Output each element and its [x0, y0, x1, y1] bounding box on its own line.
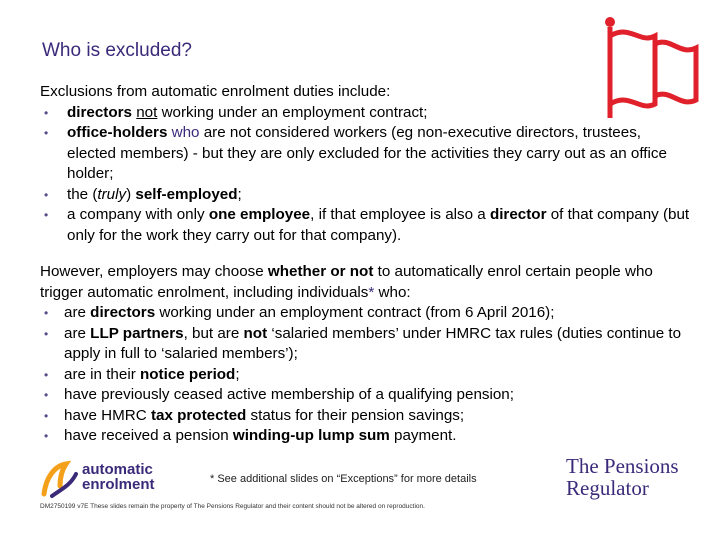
bullet-icon: •: [44, 408, 49, 423]
list-item: • are in their notice period;: [40, 365, 690, 386]
however-text: However, employers may choose whether or not to automatically enrol certain people who trigger automatic enrolment, including individuals* who:: [40, 263, 653, 301]
slide-title: Who is excluded?: [42, 40, 192, 61]
list-item: • the (truly) self-employed;: [40, 185, 690, 206]
automatic-enrolment-wordmark: automatic enrolment: [82, 461, 155, 493]
list-item: • a company with only one employee, if that employee is also a director of that company (but only for the work they carry out for that company).: [44, 206, 690, 244]
bullet-icon: •: [44, 429, 49, 443]
bullet-icon: •: [44, 105, 49, 120]
list-item: • directors not working under an employment contract;: [40, 103, 690, 124]
intro-text: Exclusions from automatic enrolment duties include:: [40, 83, 391, 100]
bullet-icon: •: [44, 187, 49, 202]
footnote: * See additional slides on “Exceptions” for more details: [210, 473, 477, 485]
bullet-icon: •: [44, 388, 49, 402]
list-item: • are directors working under an employment contract (from 6 April 2016);: [40, 303, 690, 324]
bullet-icon: •: [44, 367, 49, 382]
choices-list: [40, 303, 690, 447]
slide-body: [40, 82, 690, 447]
list-item: • have previously ceased active membership of a qualifying pension;: [40, 385, 690, 406]
exclusions-list: [40, 103, 690, 247]
list-item: • office-holders who are not considered workers (eg non-executive directors, trustees, elected members) - but they are only excluded for the activities they carry out as an office holder;: [44, 124, 667, 182]
bullet-icon: •: [44, 306, 49, 320]
list-item: • have HMRC tax protected status for their pension savings;: [40, 406, 690, 427]
pensions-regulator-logo: The Pensions Regulator: [566, 454, 679, 500]
bullet-icon: •: [44, 326, 49, 341]
list-item: • are LLP partners, but are not ‘salaried members’ under HMRC tax rules (duties continue to apply in full to ‘salaried members’);: [44, 324, 682, 362]
bullet-icon: •: [44, 208, 49, 222]
copyright-notice: DM2750199 v7E These slides remain the property of The Pensions Regulator and their content should not be altered on reproduction.: [40, 503, 425, 510]
list-item: • have received a pension winding-up lump sum payment.: [40, 426, 690, 447]
bullet-icon: •: [44, 126, 49, 140]
